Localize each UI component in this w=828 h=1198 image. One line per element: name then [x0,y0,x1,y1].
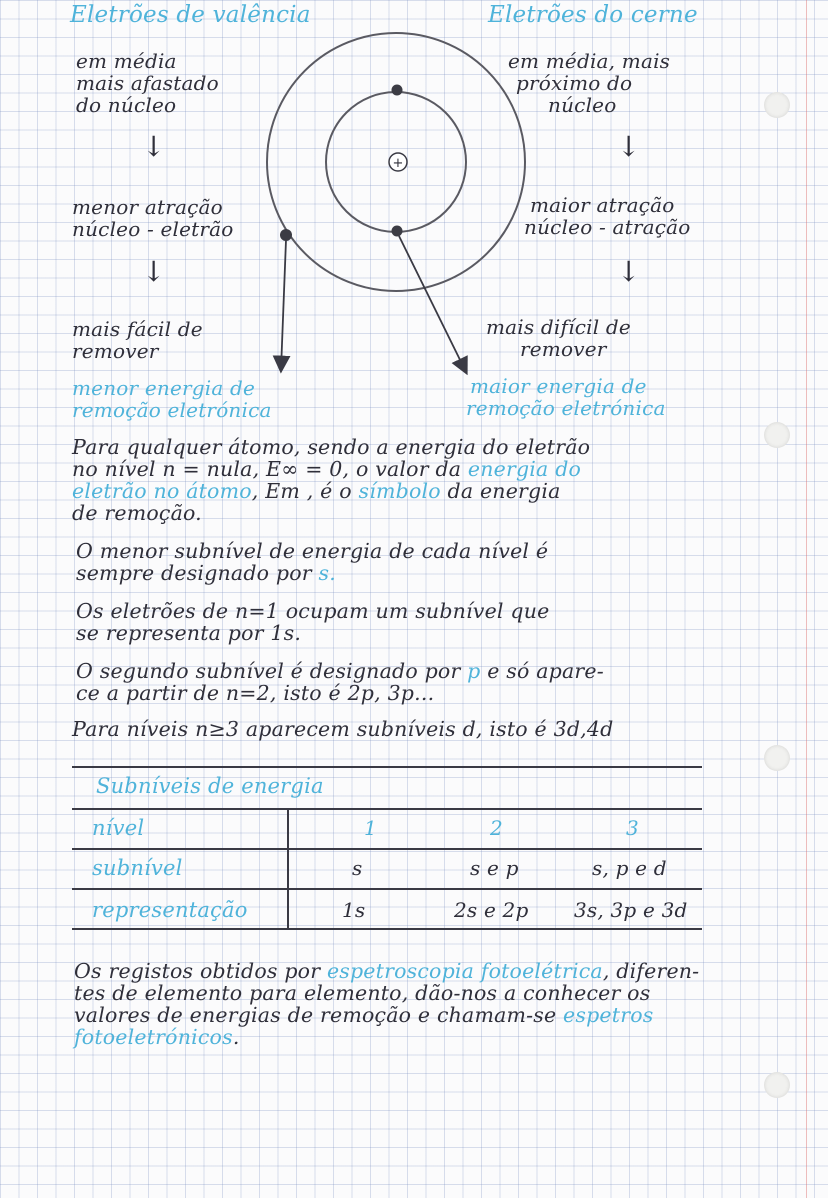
core-attraction: maior atração [530,193,675,217]
table-rule [72,848,702,850]
highlighted-term: fotoeletrónicos [74,1025,233,1049]
table-rule [72,766,702,768]
inner-shell-electron [392,226,403,237]
binder-hole [764,745,790,771]
core-energy: remoção eletrónica [466,396,666,420]
paragraph-line [72,458,581,480]
text-span: no nível n = nula, E∞ = 0, o valor da [72,457,462,481]
table-cell: s e p [470,856,519,880]
down-arrow-icon: ↓ [617,255,641,288]
valence-electrons-title: Eletrões de valência [70,2,311,28]
highlighted-term: símbolo [358,479,441,503]
text-span: valores de energias de remoção e chamam-se [74,1003,557,1027]
valence-removal: remover [72,339,159,363]
paragraph-line [76,562,336,584]
paragraph-line: ce a partir de n=2, isto é 2p, 3p... [76,681,435,705]
core-text: núcleo [548,93,617,117]
text-span: . [232,1025,240,1049]
paragraph-line: se representa por 1s. [76,621,302,645]
paragraph-line [74,1026,240,1048]
paragraph-line [74,1004,653,1026]
core-energy: maior energia de [470,374,647,398]
valence-energy: remoção eletrónica [72,398,272,422]
table-row-label: representação [92,898,248,922]
table-cell: 3s, 3p e 3d [574,898,688,922]
table-row-label: nível [92,816,145,840]
table-rule [72,928,702,930]
valence-text: em média [76,49,177,73]
core-pointer-arrow [399,236,466,372]
highlighted-term: energia do [467,457,582,481]
down-arrow-icon: ↓ [142,255,166,288]
binder-hole [764,1072,790,1098]
paragraph-line: O menor subnível de energia de cada nível é [76,539,549,563]
text-span: , Em , é o [251,479,352,503]
core-text: próximo do [516,71,633,95]
paragraph-line: de remoção. [72,501,202,525]
down-arrow-icon: ↓ [617,130,641,163]
text-span: da energia [447,479,561,503]
table-cell: 1 [364,816,377,840]
highlighted-term: espetroscopia fotoelétrica [326,959,603,983]
valence-energy: menor energia de [72,376,256,400]
valence-removal: mais fácil de [72,317,203,341]
core-removal: mais difícil de [486,315,631,339]
highlighted-term: s. [318,561,336,585]
highlighted-term: espetros [563,1003,654,1027]
valence-text: do núcleo [76,93,177,117]
table-cell: s, p e d [592,856,667,880]
core-removal: remover [520,337,607,361]
inner-shell-electron [392,85,403,96]
paragraph-line: tes de elemento para elemento, dão-nos a conhecer os [74,981,651,1005]
table-cell: 2s e 2p [454,898,529,922]
table-rule [72,888,702,890]
table-row-label: subnível [92,856,183,880]
paragraph-line [74,960,699,982]
valence-attraction: núcleo - eletrão [72,217,234,241]
table-column-divider [287,808,289,928]
valence-attraction: menor atração [72,195,223,219]
core-electrons-title: Eletrões do cerne [488,2,698,28]
table-title: Subníveis de energia [96,774,324,798]
table-cell: s [352,856,363,880]
nucleus-plus-icon: + [392,156,404,171]
table-cell: 2 [490,816,503,840]
paragraph-d-sublevel: Para níveis n≥3 aparecem subníveis d, isto é 3d,4d [72,717,614,741]
paragraph-line: Para qualquer átomo, sendo a energia do eletrão [72,435,591,459]
highlighted-term: eletrão no átomo [72,479,252,503]
text-span: e só apare- [487,659,604,683]
text-span: O segundo subnível é designado por [76,659,461,683]
paragraph-line [76,660,604,682]
paragraph-line [72,480,561,502]
highlighted-term: p [467,659,481,683]
table-cell: 1s [342,898,366,922]
outer-shell-electron [280,229,292,241]
down-arrow-icon: ↓ [142,130,166,163]
paragraph-line: Os eletrões de n=1 ocupam um subnível que [76,599,550,623]
core-attraction: núcleo - atração [524,215,691,239]
text-span: Os registos obtidos por [74,959,321,983]
table-cell: 3 [626,816,639,840]
table-rule [72,808,702,810]
valence-text: mais afastado [76,71,219,95]
atom-diagram [0,0,828,440]
text-span: sempre designado por [76,561,312,585]
text-span: , diferen- [602,959,700,983]
valence-pointer-arrow [281,240,286,370]
core-text: em média, mais [508,49,671,73]
